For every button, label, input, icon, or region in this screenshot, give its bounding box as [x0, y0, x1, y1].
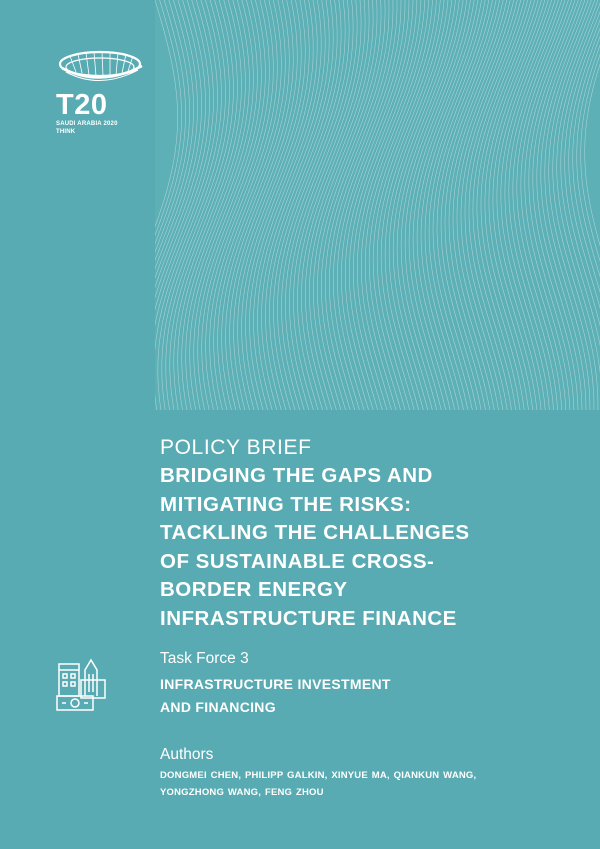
task-force-name [160, 673, 460, 719]
wave-line [341, 0, 409, 410]
wave-line [345, 0, 413, 410]
wave-line [186, 0, 254, 410]
title-line: OF SUSTAINABLE CROSS- [160, 549, 435, 573]
t20-logo [56, 42, 156, 136]
wave-line [174, 0, 242, 410]
task-force-label: Task Force 3 [160, 650, 249, 667]
wave-line [206, 0, 274, 410]
author-list [160, 767, 560, 801]
t20-ring-emblem-icon [56, 42, 148, 92]
wave-line [361, 0, 428, 410]
wave-line [170, 0, 238, 410]
wave-line [337, 0, 405, 410]
wave-line [210, 0, 278, 410]
logo-subtitle: SAUDI ARABIA 2020 [56, 121, 118, 127]
task-force-name-line: AND FINANCING [160, 699, 276, 715]
logo-name: T20 [56, 89, 108, 121]
wave-line [155, 0, 190, 410]
wave-pattern [155, 0, 600, 410]
wave-line [155, 0, 214, 410]
title-line: INFRASTRUCTURE FINANCE [160, 606, 457, 630]
author-line: YONGZHONG WANG, FENG ZHOU [160, 787, 324, 798]
title-line: BORDER ENERGY [160, 578, 348, 601]
title-line: TACKLING THE CHALLENGES [160, 521, 470, 544]
wave-line [286, 0, 354, 410]
title-line: MITIGATING THE RISKS: [160, 492, 412, 516]
wave-line [401, 0, 467, 410]
authors-label: Authors [160, 746, 214, 763]
wave-line [365, 0, 432, 410]
wave-line [155, 0, 198, 410]
wave-line [505, 0, 559, 410]
logo-tagline: THINK [56, 129, 76, 135]
wave-line [158, 0, 226, 410]
wave-line [469, 0, 528, 410]
document-type: POLICY BRIEF [160, 436, 312, 459]
title-line: BRIDGING THE GAPS AND [160, 464, 433, 487]
wave-line [274, 0, 342, 410]
document-title [160, 462, 580, 633]
author-line: DONGMEI CHEN, PHILIPP GALKIN, XINYUE MA, QIANKUN WANG, [160, 770, 477, 781]
wave-line [441, 0, 503, 410]
wave-line [525, 0, 575, 410]
wave-line [573, 0, 600, 410]
wave-line [246, 0, 314, 410]
wave-line [270, 0, 338, 410]
wave-line [457, 0, 517, 410]
task-force-name-line: INFRASTRUCTURE INVESTMENT [160, 676, 391, 692]
city-buildings-money-icon [55, 658, 107, 712]
